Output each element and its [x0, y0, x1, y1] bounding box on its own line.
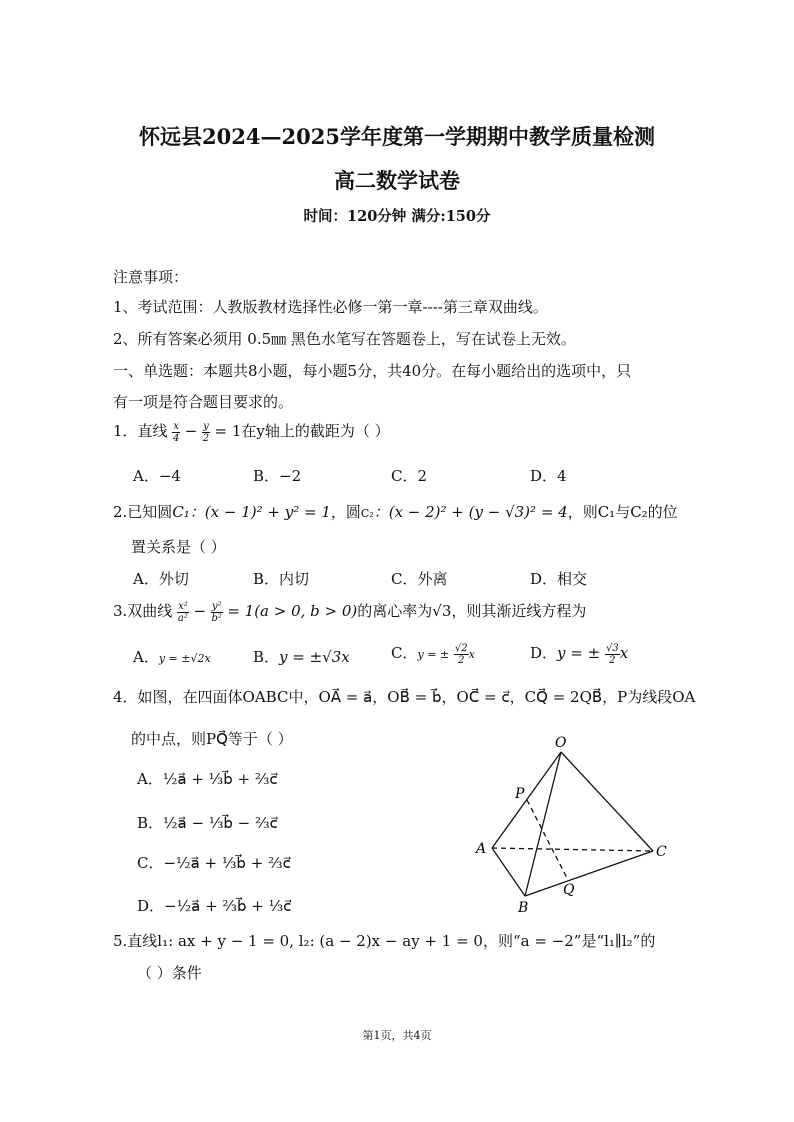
q3-option-c: C．y = ± $\frac{√2}{2}$ x: [391, 642, 475, 666]
q1-frac-y2: $\frac{y}{2}$: [202, 420, 210, 444]
q3-frac-x2a2: $\frac{\text{x²}}{\text{a²}}$: [177, 600, 188, 624]
q5-stem-line1: 5.直线l₁: ax + y − 1 = 0, l₂: (a − 2)x − ay + 1 = 0，则“a = −2”是“l₁∥l₂”的: [113, 932, 656, 950]
q3-option-d: D．y = ± $\frac{√3}{2}$ x: [530, 642, 629, 666]
q2-stem: [113, 501, 678, 522]
q2-c2-label: C₂: [360, 507, 374, 520]
q2-prefix: 2.已知圆: [113, 503, 173, 521]
q3-stem: 3.双曲线 $\frac{\text{x²}}{\text{a²}}$ − $\frac{\text{y²}}{\text{b²}}$ = 1(a > 0, b > 0)的离心率为√3，则其渐近线方程为: [113, 600, 587, 624]
q2-option-d: D．相交: [530, 570, 588, 588]
q5-stem-line2: （ ）条件: [137, 964, 202, 982]
q2-circle-1: C₁：(x − 1)² + y² = 1: [172, 503, 331, 521]
q2-option-c: C．外离: [391, 570, 448, 588]
q1-prefix: 1．直线: [113, 422, 168, 440]
q1-option-a: A．−4: [133, 467, 181, 485]
q3-option-a-expr: y = ±√2x: [158, 652, 211, 665]
q4-option-c: C．−½a⃗ + ⅓b⃗ + ⅔c⃗: [137, 854, 291, 872]
label-o: O: [555, 735, 567, 751]
label-p: P: [515, 786, 525, 802]
q3-mid: 的离心率为√3，则其渐近线方程为: [357, 602, 587, 620]
q3-option-a: [133, 646, 211, 667]
q3-option-d-label: D．: [530, 644, 558, 662]
q2-tail: ，则C₁与C₂的位: [567, 503, 678, 521]
segment-pq-hidden: [527, 800, 568, 880]
q3-option-b: [253, 646, 350, 667]
section1-line1: 一、单选题：本题共8小题，每小题5分，共40分。在每小题给出的选项中，只: [113, 362, 632, 380]
q2-option-a: A．外切: [133, 570, 189, 588]
edge-ob: [525, 752, 561, 896]
q3-frac-y2b2: $\frac{\text{y²}}{\text{b²}}$: [211, 600, 222, 624]
q4-option-d: D．−½a⃗ + ⅔b⃗ + ⅓c⃗: [137, 897, 292, 915]
exam-subtitle: 高二数学试卷: [334, 168, 460, 193]
q3-option-b-expr: y = ±√3x: [279, 648, 350, 666]
q1-option-c: C．2: [391, 467, 428, 485]
page-footer: 第1页，共4页: [362, 1029, 432, 1042]
edge-bc: [525, 851, 653, 896]
q1-stem: 1．直线 $\frac{x}{4}$ − $\frac{y}{2}$ = 1在y轴上的截距为（ ）: [113, 420, 390, 444]
q4-stem-line1: 4．如图，在四面体OABC中，OA⃗ = a⃗，OB⃗ = b⃗，OC⃗ = c⃗，CQ⃗ = 2QB⃗，P为线段OA: [113, 688, 696, 706]
q2-mid: ，圆: [330, 503, 361, 521]
label-c: C: [656, 844, 667, 860]
notes-item-2: 2、所有答案必须用 0.5㎜ 黑色水笔写在答题卷上，写在试卷上无效。: [113, 330, 576, 348]
exam-title: 怀远县2024—2025学年度第一学期期中教学质量检测: [139, 124, 655, 149]
q2-stem-line2: 置关系是（ ）: [131, 538, 226, 556]
q3-option-b-label: B．: [253, 648, 280, 666]
q3-option-c-frac: $\frac{√2}{2}$: [454, 642, 468, 666]
q4-stem-line2: 的中点，则PQ⃗等于（ ）: [131, 730, 293, 748]
edge-ab: [492, 848, 525, 896]
label-b: B: [518, 900, 529, 916]
q3-eq: = 1(a > 0, b > 0): [227, 602, 358, 620]
q1-eq: = 1: [214, 422, 242, 440]
tetrahedron-figure: [470, 728, 680, 918]
q4-option-b: B．½a⃗ − ⅓b⃗ − ⅔c⃗: [137, 814, 278, 832]
label-a: A: [476, 841, 487, 857]
q2-circle-2: ：(x − 2)² + (y − √3)² = 4: [373, 503, 568, 521]
q1-option-d: D．4: [530, 467, 567, 485]
edge-oc: [561, 752, 653, 851]
q3-option-a-label: A．: [133, 648, 159, 666]
q4-option-a: A．½a⃗ + ⅓b⃗ + ⅔c⃗: [137, 770, 278, 788]
q1-frac-x4: $\frac{x}{4}$: [172, 420, 180, 444]
q3-prefix: 3.双曲线: [113, 602, 173, 620]
edge-oa: [492, 752, 561, 848]
label-q: Q: [563, 882, 575, 898]
q3-option-d-frac: $\frac{√3}{2}$: [605, 642, 619, 666]
q2-option-b: B．内切: [253, 570, 310, 588]
q1-option-b: B．−2: [253, 467, 302, 485]
exam-meta: 时间：120分钟 满分:150分: [303, 208, 491, 225]
edge-ac-hidden: [492, 848, 653, 851]
q3-option-c-expr: y = ±: [417, 648, 450, 661]
q3-option-d-expr: y = ±: [557, 644, 601, 662]
notes-heading: 注意事项：: [113, 268, 189, 286]
q3-option-c-label: C．: [391, 644, 418, 662]
notes-item-1: 1、考试范围：人教版教材选择性必修一第一章----第三章双曲线。: [113, 298, 548, 316]
q1-suffix: 在y轴上的截距为（ ）: [241, 422, 390, 440]
section1-line2: 有一项是符合题目要求的。: [113, 393, 294, 411]
